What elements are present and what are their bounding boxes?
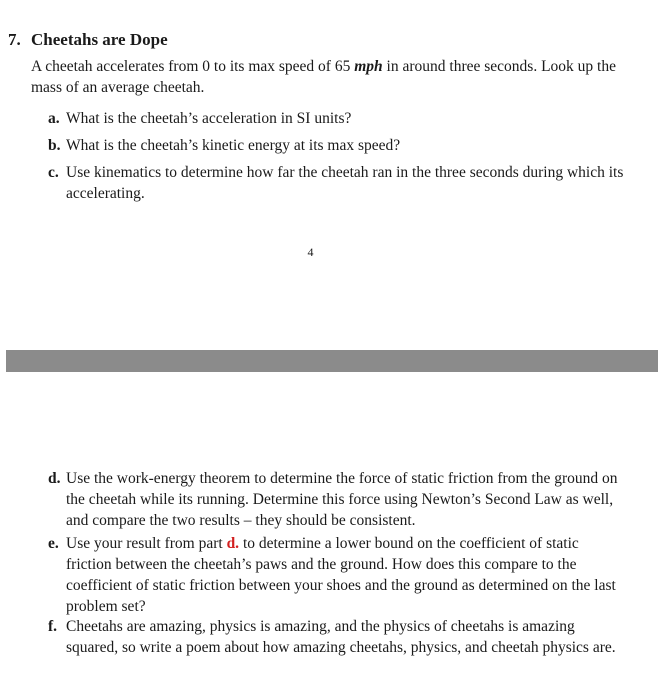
part-a-letter: a.	[48, 110, 60, 127]
part-f-letter: f.	[48, 618, 58, 635]
part-e	[48, 533, 628, 617]
part-d-letter: d.	[48, 470, 61, 487]
problem-title: Cheetahs are Dope	[31, 30, 168, 49]
problem-intro	[31, 56, 627, 98]
problem-number: 7.	[8, 30, 21, 49]
speed-unit: mph	[354, 58, 383, 75]
part-b-letter: b.	[48, 137, 61, 154]
part-b-text: What is the cheetah’s kinetic energy at its max speed?	[66, 137, 401, 154]
part-c-letter: c.	[48, 164, 59, 181]
part-e-text	[66, 533, 628, 617]
part-f	[48, 616, 628, 658]
part-d	[48, 468, 628, 531]
part-e-text-start: Use your result from part	[66, 535, 227, 552]
intro-text-end: in around three seconds. Look up the mass of an average cheetah.	[31, 58, 616, 96]
page-number: 4	[307, 245, 314, 259]
part-f-text: Cheetahs are amazing, physics is amazing, and the physics of cheetahs is amazing squared, so write a poem about how amazing cheetahs, physics, and cheetah physics are.	[66, 618, 616, 656]
intro-text-start: A cheetah accelerates from 0 to its max speed of 65	[31, 58, 355, 75]
part-b	[48, 135, 628, 156]
part-d-text: Use the work-energy theorem to determine the force of static friction from the ground on the cheetah while its running. Determine this force using Newton’s Second Law as well, and compare the two results – they should be consistent.	[66, 470, 618, 529]
part-d-reference: d.	[226, 535, 240, 552]
part-e-text-end: to determine a lower bound on the coefficient of static friction between the cheetah’s paws and the ground. How does this compare to the coefficient of static friction between your shoes and the ground as determined on the last problem set?	[66, 535, 616, 615]
part-c-text: Use kinematics to determine how far the cheetah ran in the three seconds during which its accelerating.	[66, 164, 624, 202]
part-a-text: What is the cheetah’s acceleration in SI units?	[66, 110, 352, 127]
part-a	[48, 108, 628, 129]
page-bottom	[0, 372, 665, 700]
page-divider	[6, 350, 658, 372]
part-e-letter: e.	[48, 535, 59, 552]
part-c	[48, 162, 628, 204]
problem-heading	[8, 30, 168, 50]
